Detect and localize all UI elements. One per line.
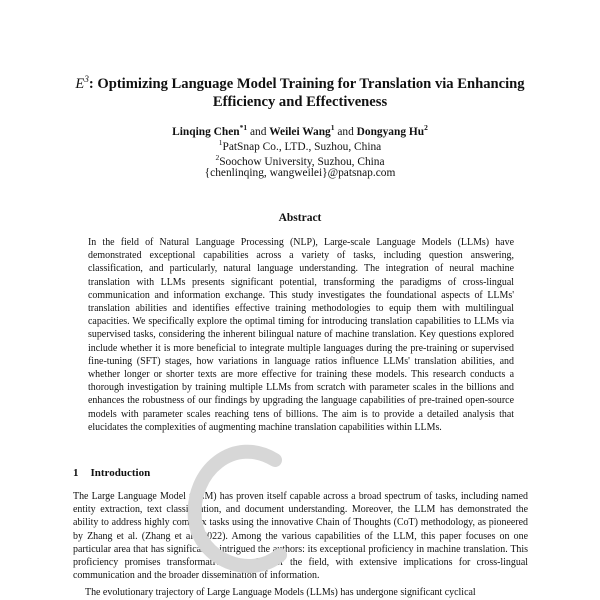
- author-emails: {chenlinqing, wangweilei}@patsnap.com: [204, 167, 396, 179]
- paper-title: [60, 70, 540, 111]
- intro-paragraph-2: The evolutionary trajectory of Large Language Models (LLMs) has undergone significant cyclical: [85, 587, 476, 598]
- affiliation-1: $^1$PatSnap Co., LTD., Suzhou, China: [218, 138, 382, 153]
- author-separator: and: [334, 125, 357, 138]
- abstract-body: In the field of Natural Language Processing (NLP), Large-scale Language Models (LLMs) have demonstrated exceptional capabilities across a variety of tasks, including question answering, classification, and particularly, natural language understanding. The integration of neural machine translation with LLMs presents significant potential, transforming the paradigms of cross-lingual communication and information exchange. This study investigates the foundational aspects of LLMs' translation abilities and identifies effective training methodologies to equip them with multilingual capacities. We specifically explore the optimal timing for introducing translation capabilities to LLMs via supervised tasks, considering the inherent bilingual nature of machine translation. Key questions explored include whether it is more beneficial to integrate multiple languages during the pre-training or supervised fine-tuning (SFT) stages, how variations in language ratios influence LLMs' translation abilities, and whether longer or shorter texts are more effective for training these models. This research conducts a thorough investigation by training multiple LLMs from scratch with parameter scales in the billions and enhances the robustness of our findings by upgrading the language capabilities of pre-trained open-source models with parameter scales reaching tens of billions. The aim is to provide a detailed analysis that elucidates the complexities of augmenting machine translation capabilities within LLMs.: [88, 237, 514, 433]
- section-title: Introduction: [90, 467, 151, 479]
- author-separator: and: [247, 125, 270, 138]
- author-marks: *1: [239, 123, 248, 132]
- author-marks: 1: [330, 123, 335, 132]
- intro-paragraph-1: The Large Language Model (LLM) has proven itself capable across a broad spectrum of tasks, including named entity extraction, text classification, and document understanding. Moreover, the LLM has demonstrated the ability to address highly complex tasks using the innovative Chain of Thoughts (CoT) methodology, as pioneered by Zhang et al. (Zhang et al., 2022). Among the various capabilities of the LLM, this paper focuses on one particular area that has significantly intrigued the authors: its exceptional proficiency in machine translation. This proficiency promises transformative potential for the field, with extensive implications for cross-lingual communication and the broader dissemination of information.: [73, 491, 528, 582]
- author-name: Dongyang Hu: [356, 125, 425, 138]
- abstract-heading: Abstract: [278, 212, 322, 224]
- title-symbol: $E^3$: [75, 74, 89, 92]
- author-name: Weilei Wang: [269, 125, 331, 138]
- section-number: 1: [73, 467, 79, 479]
- author-marks: 2: [424, 123, 428, 132]
- author-name: Linqing Chen: [172, 125, 240, 138]
- affiliation-2: $^2$Soochow University, Suzhou, China: [215, 153, 385, 168]
- section-heading: [73, 467, 150, 479]
- title-text: : Optimizing Language Model Training for Translation via Enhancing Efficiency and Effectiveness: [88, 75, 525, 110]
